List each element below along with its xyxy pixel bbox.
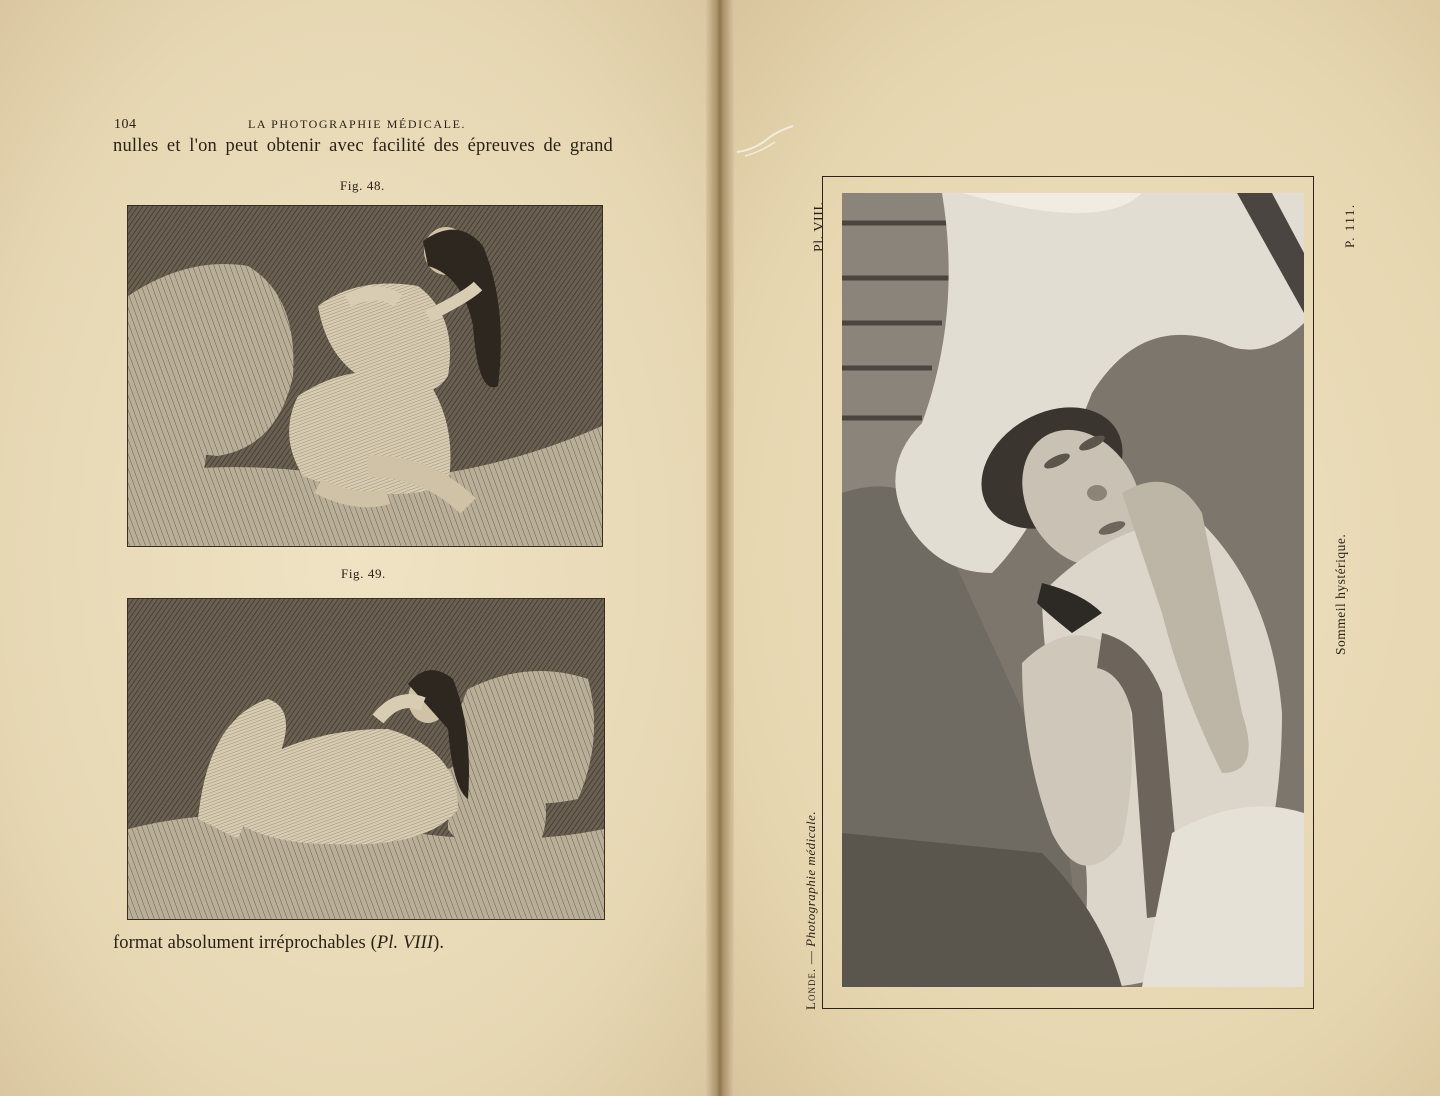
plate-credit: [803, 811, 819, 1010]
loose-thread: [735, 122, 795, 162]
credit-dash: —: [803, 946, 818, 968]
page-reference: P. 111.: [1342, 203, 1357, 248]
body-text-bottom-end: ).: [433, 933, 445, 953]
page-number: 104: [114, 117, 137, 132]
sleeping-woman-photo: [842, 193, 1304, 987]
plate-caption: Sommeil hystérique.: [1333, 533, 1348, 655]
book-gutter: [706, 0, 734, 1096]
figure-49-caption: Fig. 49.: [341, 566, 386, 581]
figure-48-illustration: [128, 206, 602, 546]
plate-label: Pl. VIII.: [812, 201, 827, 252]
body-text-bottom: [113, 933, 444, 954]
figure-48-engraving: [127, 205, 603, 547]
body-text-bottom-start: format absolument irréprochables (: [113, 933, 377, 953]
body-text-top: nulles et l'on peut obtenir avec facilité des épreuves de grand: [113, 136, 613, 156]
credit-author: Londe.: [803, 967, 818, 1010]
plate-photograph: [842, 193, 1304, 987]
figure-49-illustration: [128, 599, 604, 919]
figure-48-caption: Fig. 48.: [340, 178, 385, 193]
left-page: [0, 0, 716, 1096]
credit-title: Photographie médicale.: [803, 810, 818, 947]
running-head: LA PHOTOGRAPHIE MÉDICALE.: [248, 117, 467, 131]
plate-reference: Pl. VIII: [376, 933, 434, 953]
figure-49-engraving: [127, 598, 605, 920]
